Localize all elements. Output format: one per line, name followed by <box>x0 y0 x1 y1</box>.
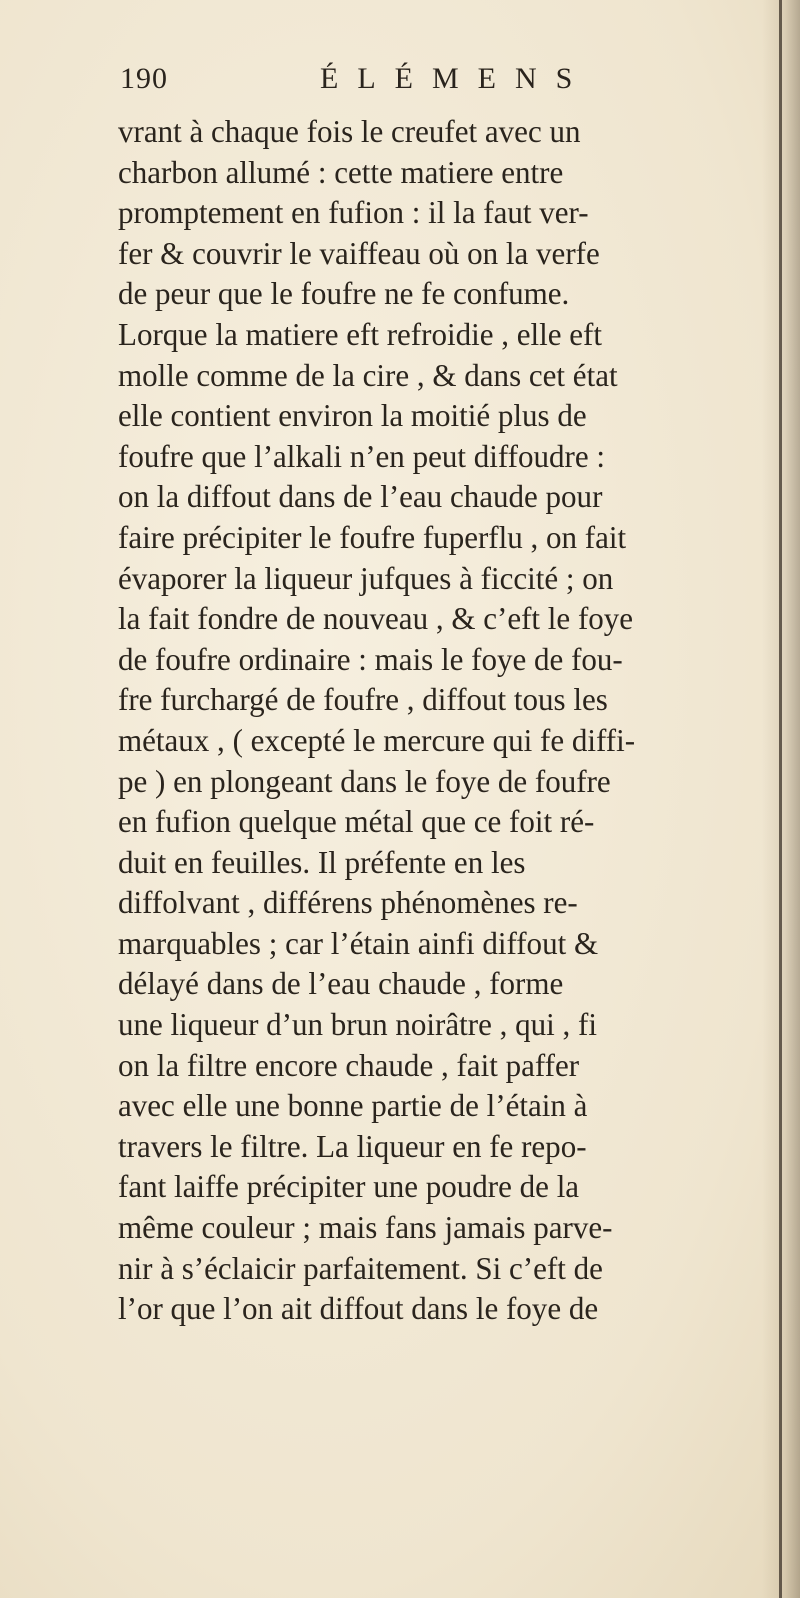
text-line: de peur que le foufre ne fe confume. <box>118 276 570 312</box>
text-line: fre furchargé de foufre , diffout tous les <box>118 682 608 718</box>
text-line: promptement en fufion : il la faut ver- <box>118 195 589 231</box>
text-line: évaporer la liqueur jufques à ficcité ; on <box>118 560 614 596</box>
text-line: on la filtre encore chaude , fait paffer <box>118 1047 580 1083</box>
text-line: métaux , ( excepté le mercure qui fe diffi- <box>118 722 636 758</box>
text-line: avec elle une bonne partie de l’étain à <box>118 1088 588 1124</box>
text-line: elle contient environ la moitié plus de <box>118 398 587 434</box>
text-line: marquables ; car l’étain ainfi diffout & <box>118 925 599 961</box>
text-line: pe ) en plongeant dans le foye de foufre <box>118 763 611 799</box>
text-line: la fait fondre de nouveau , & c’eft le foye <box>118 601 634 637</box>
page-header <box>120 62 680 102</box>
page-number: 190 <box>120 62 168 95</box>
body-text <box>118 112 778 1330</box>
text-line: duit en feuilles. Il préfente en les <box>118 844 526 880</box>
text-line: faire précipiter le foufre fuperflu , on fait <box>118 519 627 555</box>
text-line: même couleur ; mais fans jamais parve- <box>118 1210 613 1246</box>
text-line: fant laiffe précipiter une poudre de la <box>118 1169 580 1205</box>
text-line: de foufre ordinaire : mais le foye de fou- <box>118 641 623 677</box>
text-line: Lorque la matiere eft refroidie , elle eft <box>118 316 603 352</box>
text-line: en fufion quelque métal que ce foit ré- <box>118 804 595 840</box>
text-line: travers le filtre. La liqueur en fe repo- <box>118 1128 587 1164</box>
text-line: vrant à chaque fois le creufet avec un <box>118 114 581 149</box>
text-line: nir à s’éclaicir parfaitement. Si c’eft de <box>118 1250 603 1286</box>
text-line: délayé dans de l’eau chaude , forme <box>118 966 564 1002</box>
text-line: on la diffout dans de l’eau chaude pour <box>118 479 603 515</box>
text-line: fer & couvrir le vaiffeau où on la verfe <box>118 235 600 271</box>
running-head: ÉLÉMENS <box>320 62 592 95</box>
text-line: une liqueur d’un brun noirâtre , qui , fi <box>118 1007 597 1043</box>
text-line: charbon allumé : cette matiere entre <box>118 154 564 190</box>
text-line: molle comme de la cire , & dans cet état <box>118 357 618 393</box>
text-line: l’or que l’on ait diffout dans le foye de <box>118 1291 599 1327</box>
text-line: foufre que l’alkali n’en peut diffoudre : <box>118 438 605 474</box>
text-line: diffolvant , différens phénomènes re- <box>118 885 578 921</box>
page-edge <box>779 0 782 1598</box>
